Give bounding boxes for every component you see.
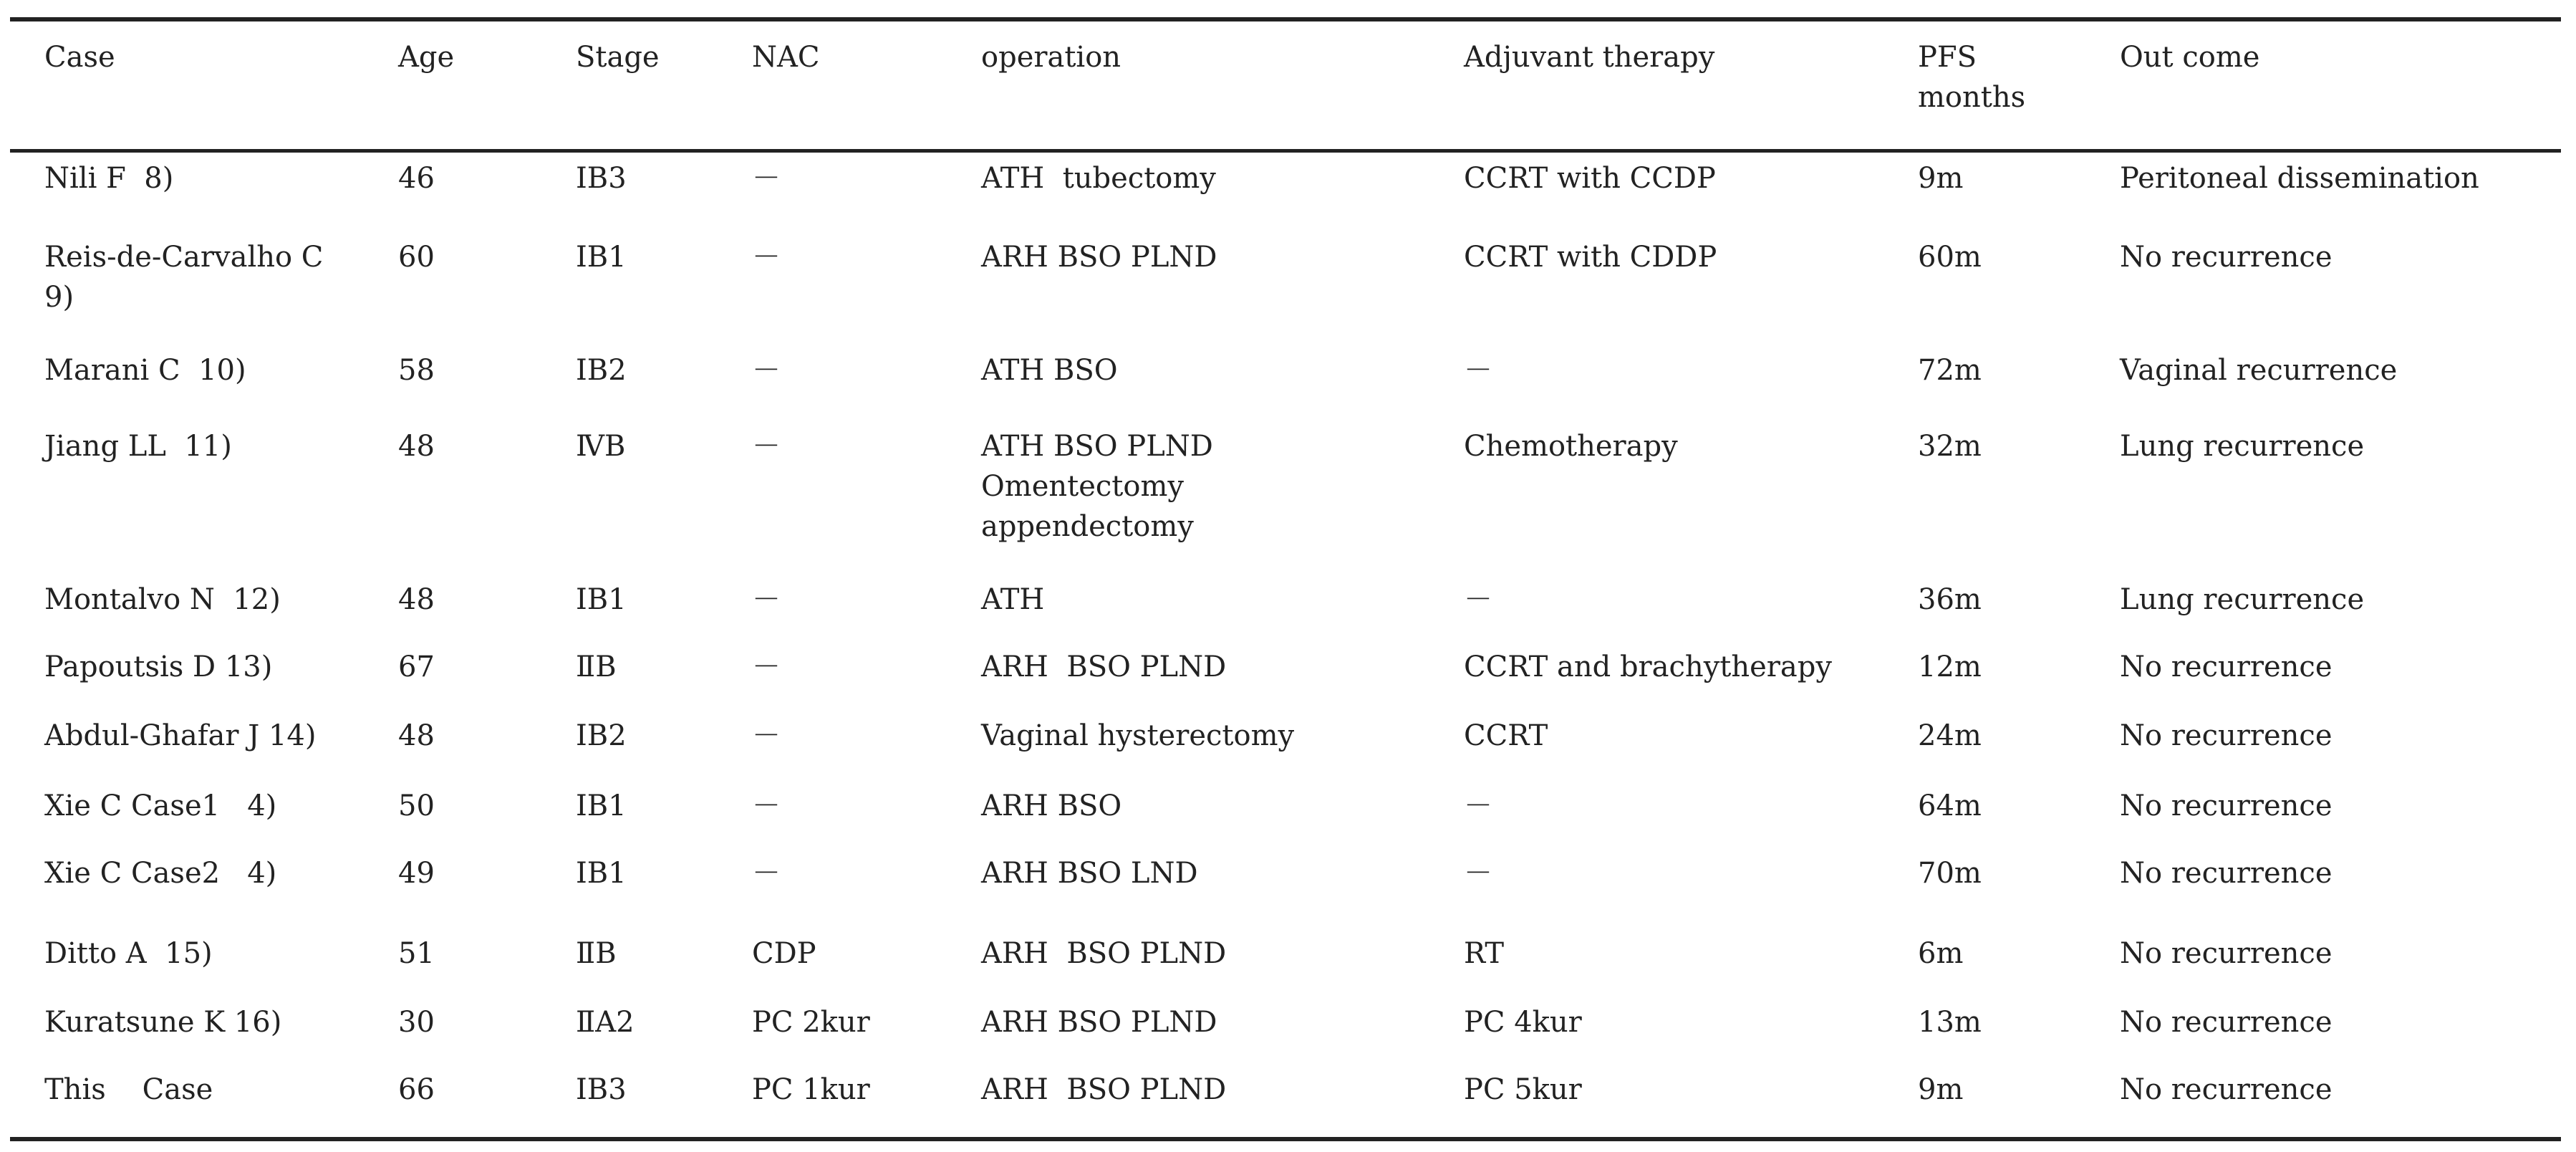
cell-adjuvant-therapy: CCRT and brachytherapy — [1464, 651, 1832, 683]
cell-case: Xie C Case1 4) — [44, 789, 277, 822]
cell-age: 48 — [398, 583, 435, 616]
cell-adjuvant-therapy: － — [1464, 789, 1492, 822]
cell-adjuvant-therapy: CCRT with CCDP — [1464, 162, 1716, 195]
cell-pfs: 64m — [1918, 789, 1982, 822]
cell-nac: PC 2kur — [752, 1006, 870, 1039]
cell-age: 49 — [398, 857, 435, 890]
cell-age: 46 — [398, 162, 435, 195]
cell-pfs: 9m — [1918, 162, 1964, 195]
header-age: Age — [398, 41, 455, 74]
table-row — [10, 580, 2561, 647]
cell-nac: PC 1kur — [752, 1073, 870, 1106]
cell-stage: ⅠB2 — [576, 354, 627, 387]
cell-pfs: 9m — [1918, 1073, 1964, 1106]
header-adjuvant-therapy: Adjuvant therapy — [1464, 41, 1715, 74]
cell-stage: ⅣB — [576, 430, 626, 463]
cell-nac: － — [752, 651, 781, 683]
cell-pfs: 12m — [1918, 651, 1982, 683]
cell-age: 48 — [398, 719, 435, 752]
cell-operation: ARH BSO PLND — [981, 937, 1227, 970]
cell-case: This Case — [44, 1073, 213, 1106]
table-row — [10, 647, 2561, 716]
cell-case: Reis-de-Carvalho C 9) — [44, 241, 324, 314]
cell-adjuvant-therapy: PC 4kur — [1464, 1006, 1582, 1039]
cell-pfs: 36m — [1918, 583, 1982, 616]
cell-outcome: Vaginal recurrence — [2120, 354, 2398, 387]
table-header-rule — [10, 149, 2561, 153]
cell-stage: ⅠB1 — [576, 789, 627, 822]
cell-nac: － — [752, 354, 781, 387]
table-row — [10, 350, 2561, 426]
table-header-row — [10, 21, 2561, 149]
cell-pfs: 72m — [1918, 354, 1982, 387]
cell-stage: ⅠB2 — [576, 719, 627, 752]
table-row — [10, 1070, 2561, 1131]
cell-age: 30 — [398, 1006, 435, 1039]
cell-outcome: No recurrence — [2120, 241, 2333, 274]
cell-case: Papoutsis D 13) — [44, 651, 273, 683]
cell-nac: － — [752, 162, 781, 195]
table-row — [10, 237, 2561, 350]
cell-adjuvant-therapy: CCRT with CDDP — [1464, 241, 1717, 274]
cell-pfs: 24m — [1918, 719, 1982, 752]
table-bottom-rule — [10, 1137, 2561, 1141]
table-row — [10, 933, 2561, 1002]
cell-case: Xie C Case2 4) — [44, 857, 277, 890]
cell-adjuvant-therapy: Chemotherapy — [1464, 430, 1678, 463]
table-row — [10, 1002, 2561, 1070]
cell-outcome: Lung recurrence — [2120, 583, 2365, 616]
cell-operation: ARH BSO PLND — [981, 1006, 1217, 1039]
cell-pfs: 13m — [1918, 1006, 1982, 1039]
cell-operation: ARH BSO PLND — [981, 1073, 1227, 1106]
cell-case: Jiang LL 11) — [44, 430, 232, 463]
cell-stage: ⅠB3 — [576, 1073, 627, 1106]
cell-outcome: No recurrence — [2120, 937, 2333, 970]
cell-outcome: Lung recurrence — [2120, 430, 2365, 463]
cell-outcome: No recurrence — [2120, 789, 2333, 822]
cell-stage: ⅠB1 — [576, 583, 627, 616]
cell-nac: － — [752, 241, 781, 274]
cell-pfs: 32m — [1918, 430, 1982, 463]
cell-age: 48 — [398, 430, 435, 463]
table-row — [10, 158, 2561, 237]
cell-operation: ARH BSO LND — [981, 857, 1198, 890]
header-nac: NAC — [752, 41, 820, 74]
cell-case: Kuratsune K 16) — [44, 1006, 282, 1039]
cell-age: 67 — [398, 651, 435, 683]
cell-operation: ATH tubectomy — [981, 162, 1216, 195]
cell-adjuvant-therapy: － — [1464, 354, 1492, 387]
table-row — [10, 853, 2561, 933]
header-stage: Stage — [576, 41, 660, 74]
cell-operation: ATH BSO PLND Omentectomy appendectomy — [981, 430, 1213, 543]
cell-operation: ATH BSO — [981, 354, 1118, 387]
cell-stage: ⅠB3 — [576, 162, 627, 195]
cell-age: 50 — [398, 789, 435, 822]
cell-outcome: Peritoneal dissemination — [2120, 162, 2479, 195]
cell-case: Ditto A 15) — [44, 937, 213, 970]
header-operation: operation — [981, 41, 1121, 74]
header-case: Case — [44, 41, 115, 74]
cell-pfs: 60m — [1918, 241, 1982, 274]
cell-age: 66 — [398, 1073, 435, 1106]
table-row — [10, 426, 2561, 580]
cell-nac: － — [752, 430, 781, 463]
cell-outcome: No recurrence — [2120, 651, 2333, 683]
cell-outcome: No recurrence — [2120, 857, 2333, 890]
cell-stage: ⅠB1 — [576, 241, 627, 274]
cell-nac: － — [752, 719, 781, 752]
cell-operation: ARH BSO — [981, 789, 1122, 822]
cell-stage: ⅠB1 — [576, 857, 627, 890]
header-pfs-months: PFS months — [1918, 41, 2026, 114]
cell-age: 51 — [398, 937, 435, 970]
cell-case: Montalvo N 12) — [44, 583, 281, 616]
table-row — [10, 786, 2561, 853]
cell-operation: ARH BSO PLND — [981, 241, 1217, 274]
cell-operation: ARH BSO PLND — [981, 651, 1227, 683]
cell-outcome: No recurrence — [2120, 719, 2333, 752]
cell-case: Marani C 10) — [44, 354, 246, 387]
cell-adjuvant-therapy: CCRT — [1464, 719, 1548, 752]
cell-operation: Vaginal hysterectomy — [981, 719, 1295, 752]
table-row — [10, 716, 2561, 786]
cell-age: 58 — [398, 354, 435, 387]
cell-case: Nili F 8) — [44, 162, 174, 195]
cell-outcome: No recurrence — [2120, 1006, 2333, 1039]
cell-case: Abdul-Ghafar J 14) — [44, 719, 317, 752]
cell-adjuvant-therapy: PC 5kur — [1464, 1073, 1582, 1106]
cell-nac: － — [752, 857, 781, 890]
cell-stage: ⅡB — [576, 937, 617, 970]
cell-adjuvant-therapy: － — [1464, 583, 1492, 616]
cell-nac: － — [752, 789, 781, 822]
cell-pfs: 6m — [1918, 937, 1964, 970]
cell-pfs: 70m — [1918, 857, 1982, 890]
cell-adjuvant-therapy: － — [1464, 857, 1492, 890]
cell-stage: ⅡA2 — [576, 1006, 635, 1039]
header-outcome: Out come — [2120, 41, 2260, 74]
cell-adjuvant-therapy: RT — [1464, 937, 1505, 970]
case-table — [10, 17, 2561, 1141]
cell-stage: ⅡB — [576, 651, 617, 683]
cell-operation: ATH — [981, 583, 1045, 616]
cell-nac: － — [752, 583, 781, 616]
cell-outcome: No recurrence — [2120, 1073, 2333, 1106]
cell-age: 60 — [398, 241, 435, 274]
cell-nac: CDP — [752, 937, 816, 970]
